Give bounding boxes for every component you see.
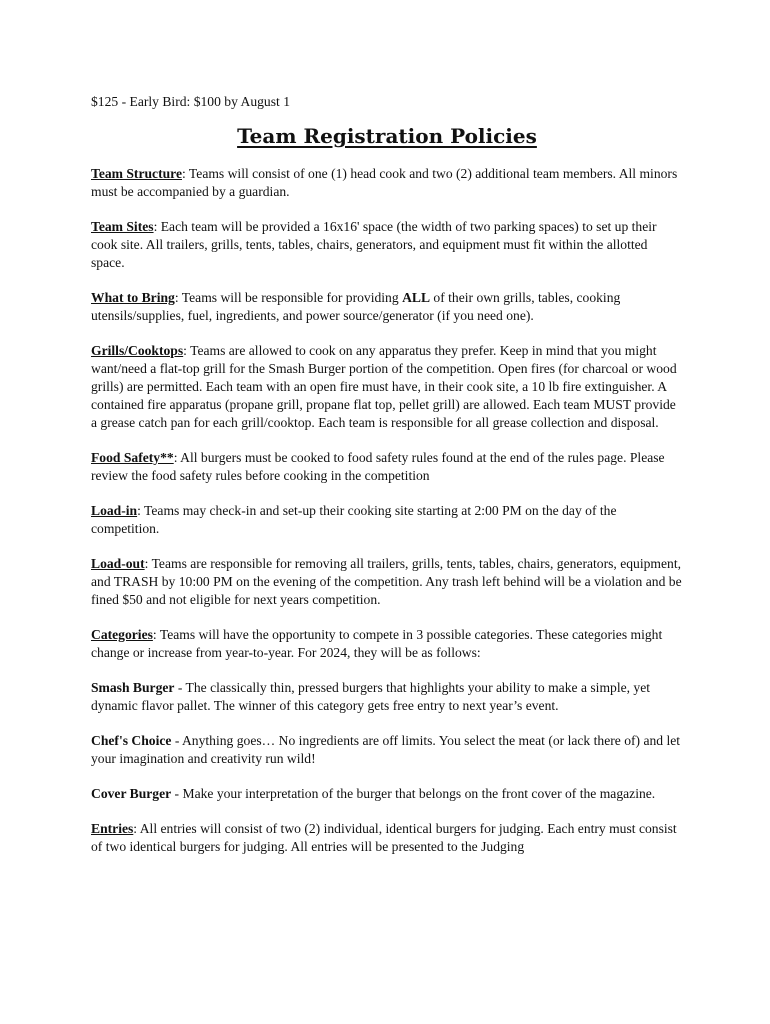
policy-team-structure (91, 165, 683, 201)
policy-term: Food Safety** (91, 450, 174, 465)
category-cover-burger (91, 785, 683, 803)
policy-term: Team Structure (91, 166, 182, 181)
policy-text: : Teams will have the opportunity to compete in 3 possible categories. These categories might change or increase from year-to-year. For 2024, they will be as follows: (91, 627, 663, 660)
policy-term: Entries (91, 821, 134, 836)
policy-entries (91, 820, 683, 856)
category-term: Cover Burger (91, 786, 172, 801)
policy-text: : Teams are responsible for removing all trailers, grills, tents, tables, chairs, generators, equipment, and TRASH by 10:00 PM on the evening of the competition. Any trash left behind will be a violation and be fined $50 and not eligible for next years competition. (91, 556, 682, 607)
policy-categories (91, 626, 683, 662)
policy-load-in (91, 502, 683, 538)
policy-text: of their own grills, tables, cooking utensils/supplies, fuel, ingredients, and power source/generator (if you need one). (91, 290, 621, 323)
policy-text: : All burgers must be cooked to food safety rules found at the end of the rules page. Please review the food safety rules before cooking in the competition (91, 450, 665, 483)
policy-team-sites (91, 218, 683, 272)
category-text: - The classically thin, pressed burgers that highlights your ability to make a simple, yet dynamic flavor pallet. The winner of this category gets free entry to next year’s event. (91, 680, 651, 713)
policy-text: : All entries will consist of two (2) individual, identical burgers for judging. Each entry must consist of two identical burgers for judging. All entries will be presented to the Judging (91, 821, 677, 854)
policy-what-to-bring (91, 289, 683, 325)
policy-food-safety (91, 449, 683, 485)
policy-load-out (91, 555, 683, 609)
policy-text: : Teams are allowed to cook on any apparatus they prefer. Keep in mind that you might want/need a flat-top grill for the Smash Burger portion of the competition. Open fires (for charcoal or wood grills) are permitted. Each team with an open fire must have, in their cook site, a 10 lb fire extinguisher. A contained fire apparatus (propane grill, propane flat top, pellet grill) are allowed. Each team MUST provide a grease catch pan for each grill/cooktop. Each team is responsible for all grease collection and disposal. (91, 343, 677, 430)
policy-term: Categories (91, 627, 153, 642)
policy-emphasis: ALL (402, 290, 431, 305)
policy-text: : Teams will be responsible for providing (174, 290, 403, 305)
policy-text: : Teams will consist of one (1) head cook and two (2) additional team members. All minors must be accompanied by a guardian. (91, 166, 678, 199)
category-text: - Anything goes… No ingredients are off limits. You select the meat (or lack there of) and let your imagination and creativity run wild! (91, 733, 681, 766)
category-smash-burger (91, 679, 683, 715)
category-text: - Make your interpretation of the burger that belongs on the front cover of the magazine. (171, 786, 656, 801)
category-chefs-choice (91, 732, 683, 768)
price-line: $125 - Early Bird: $100 by August 1 (91, 94, 290, 109)
policy-text: : Teams may check-in and set-up their cooking site starting at 2:00 PM on the day of the competition. (91, 503, 617, 536)
policy-term: What to Bring (91, 290, 175, 305)
page-title: Team Registration Policies (237, 124, 537, 148)
policy-grills-cooktops (91, 342, 683, 432)
policy-term: Load-in (91, 503, 138, 518)
policy-term: Load-out (91, 556, 145, 571)
policy-text: : Each team will be provided a 16x16' space (the width of two parking spaces) to set up their cook site. All trailers, grills, tents, tables, chairs, generators, and equipment must fit within the allotted space. (91, 219, 657, 270)
category-term: Chef's Choice (91, 733, 172, 748)
policy-term: Grills/Cooktops (91, 343, 184, 358)
policy-term: Team Sites (91, 219, 154, 234)
category-term: Smash Burger (91, 680, 175, 695)
document-page (91, 93, 683, 873)
